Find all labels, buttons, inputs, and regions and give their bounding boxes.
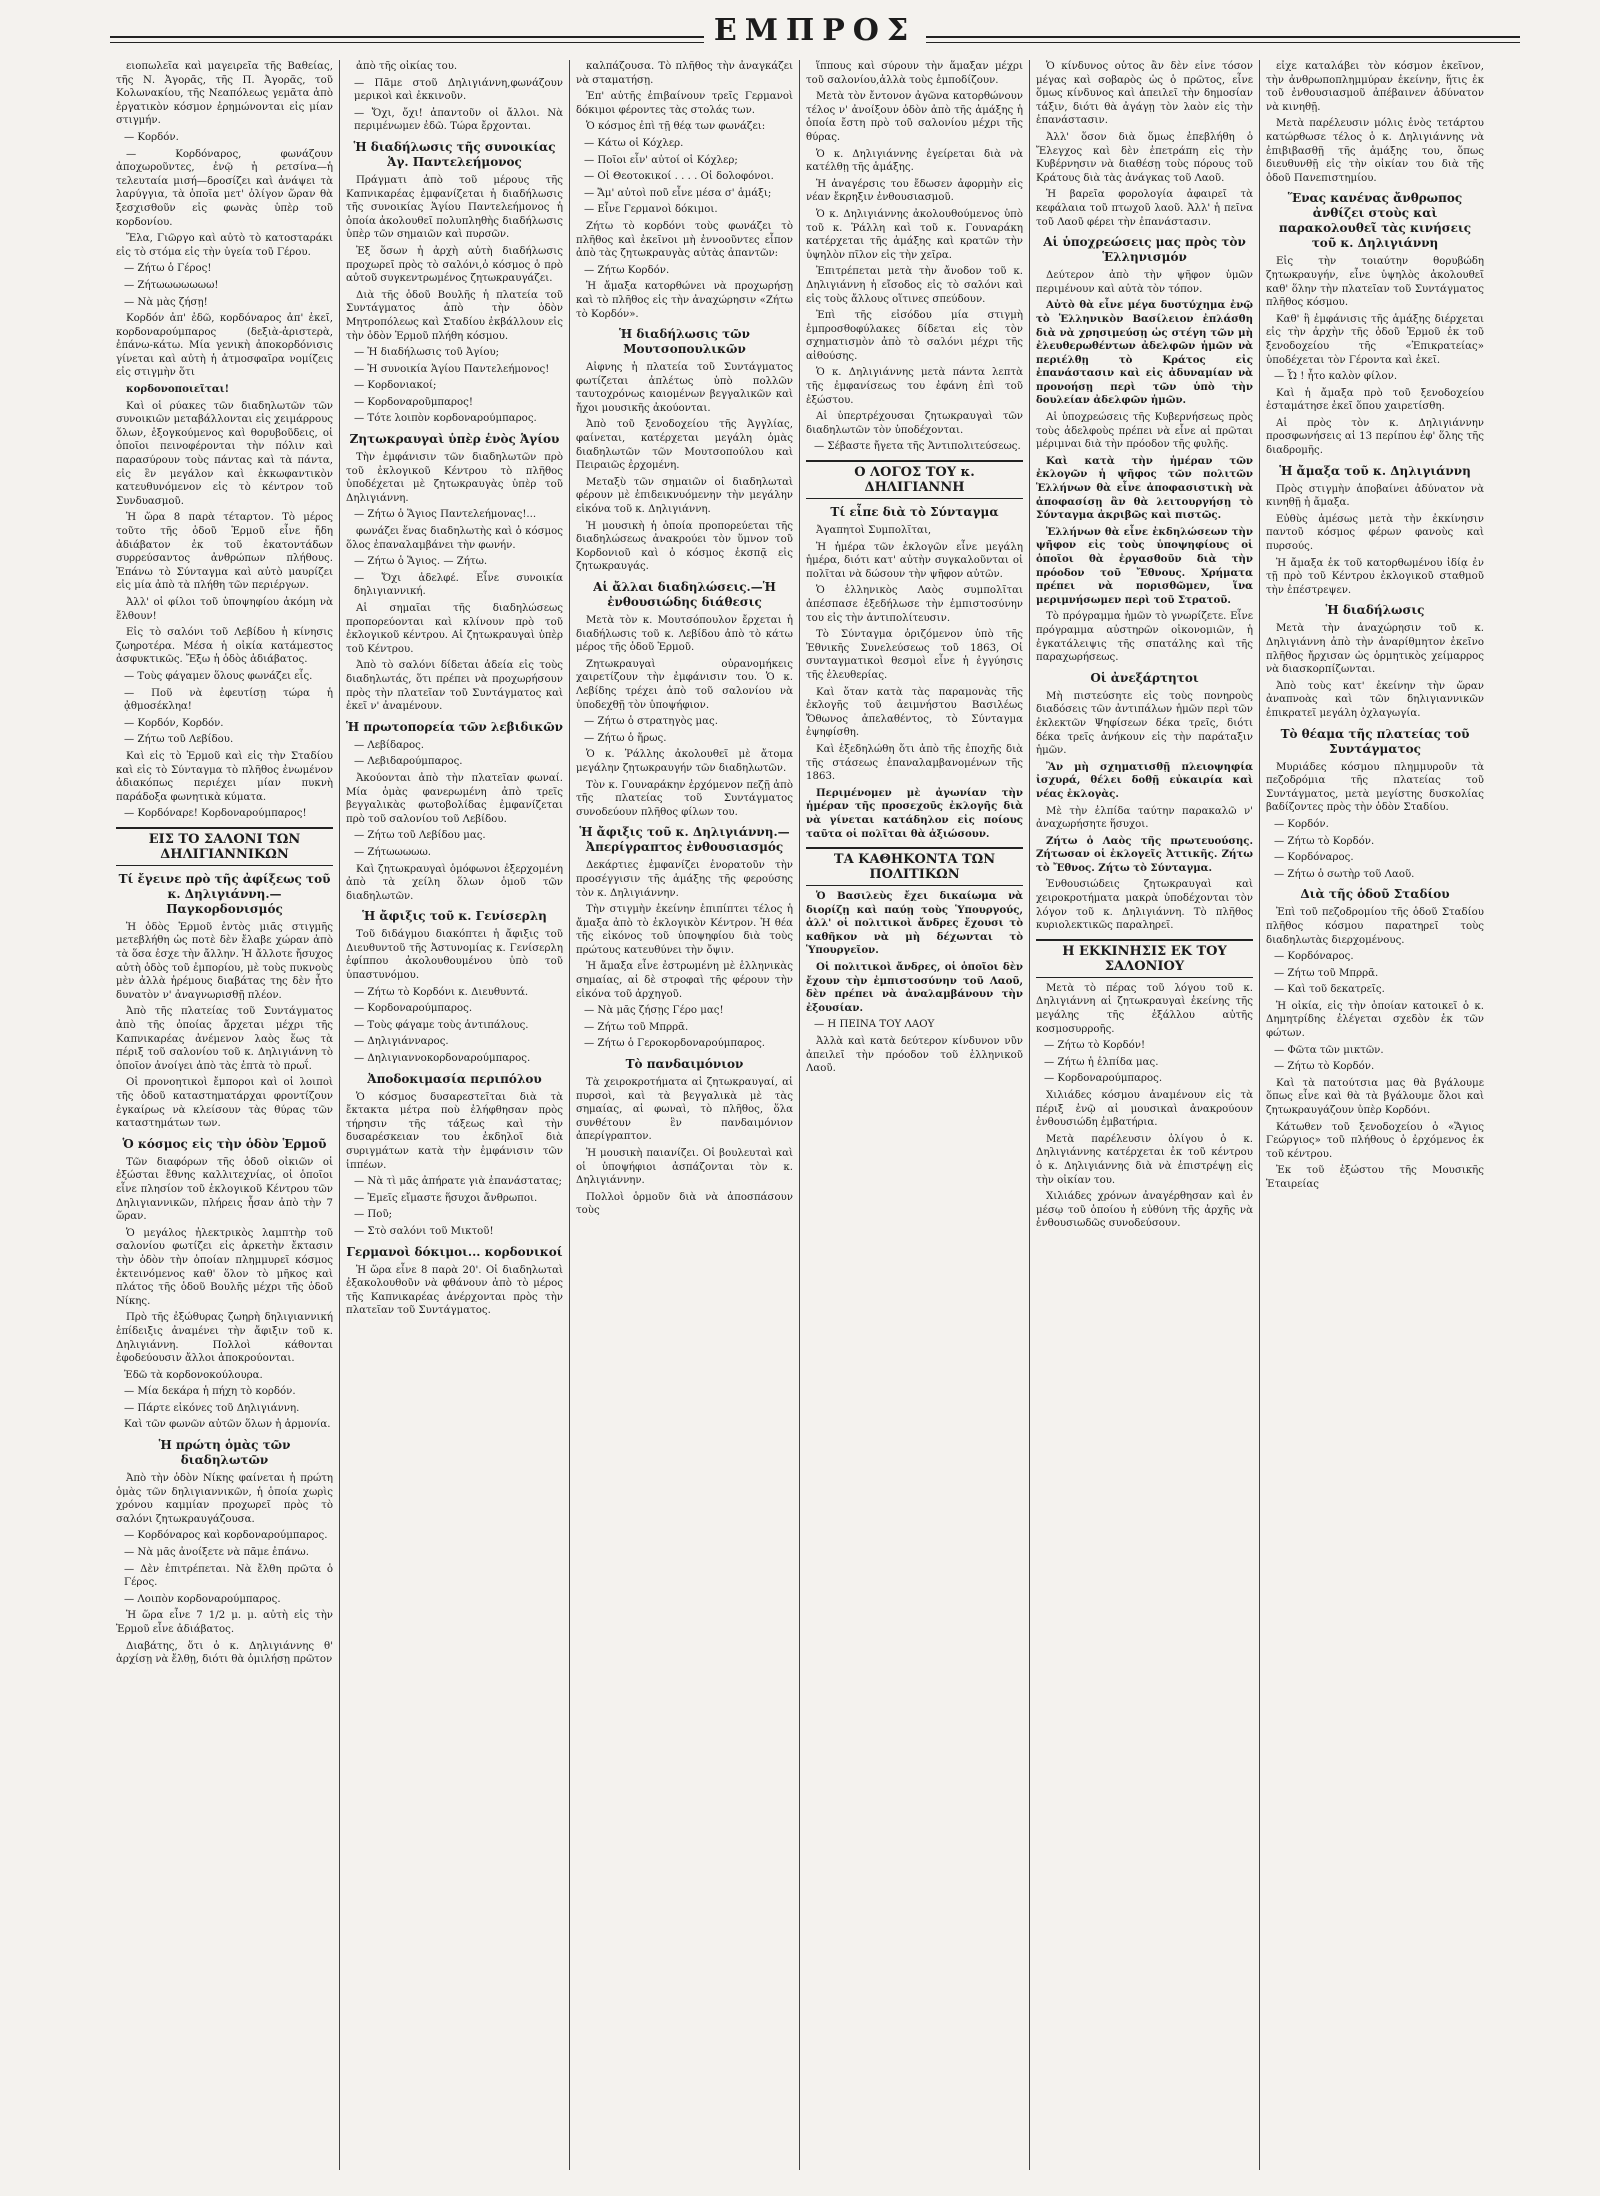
- quoted-shout: — Ζήτω ὁ Γέρος!: [124, 263, 212, 275]
- quoted-shout: — Ἡ διαδήλωσις τοῦ Ἀγίου;: [354, 347, 500, 359]
- section-heading: Η ΕΚΚΙΝΗΣΙΣ ΕΚ ΤΟΥ ΣΑΛΟΝΙΟΥ: [1036, 939, 1253, 978]
- quoted-shout: — Ζήτω ὁ Ἅγιος. — Ζήτω.: [354, 556, 488, 568]
- quoted-shout: — Ζήτω τοῦ Μπρρᾶ.: [1274, 967, 1379, 979]
- quoted-shout: — Κορδόν, Κορδόν.: [124, 717, 224, 729]
- paragraph: Ἡ βαρεῖα φορολογία ἀφαιρεῖ τὰ κεφάλαια τοῦ πτωχοῦ λαοῦ. Ἀλλ' ἡ πεῖνα τοῦ Λαοῦ φέρει τὴν ἐπανάστασιν.: [1036, 189, 1253, 228]
- quoted-shout: — Τότε λοιπὸν κορδοναρούμπαρος.: [354, 413, 537, 425]
- quoted-shout: — Ὦ ! ἦτο καλὸν φίλον.: [1274, 371, 1398, 383]
- quoted-shout: — Ζήτω ὁ σωτὴρ τοῦ Λαοῦ.: [1274, 868, 1415, 880]
- paragraph: Ἡ ἄμαξα ἐκ τοῦ κατορθωμένου ἰδίᾳ ἐν τῇ πρὸ τοῦ Κέντρου ἐκλογικοῦ σταθμοῦ τὴν ἐπέστρεψεν.: [1266, 557, 1484, 596]
- quoted-shout: — Ὄχι, ὄχι! ἀπαντοῦν οἱ ἄλλοι. Νὰ περιμένωμεν ἐδῶ. Τώρα ἔρχονται.: [354, 107, 563, 133]
- section-heading: Οἱ ἀνεξάρτητοι: [1090, 670, 1199, 685]
- emphasis-paragraph: Ὁ Βασιλεὺς ἔχει δικαίωμα νὰ διορίζῃ καὶ παύῃ τοὺς Ὑπουργούς, ἀλλ' οἱ πολιτικοὶ ἄνδρες ἔχουσι τὸ καθῆκον νὰ μὴ δέχωνται τὸ Ὑπουργεῖον.: [806, 890, 1023, 957]
- section-heading: ΤΑ ΚΑΘΗΚΟΝΤΑ ΤΩΝ ΠΟΛΙΤΙΚΩΝ: [806, 847, 1023, 886]
- quoted-shout: — Κάτω οἱ Κόχλερ.: [584, 137, 684, 149]
- paragraph: Ἀπὸ τῆς πλατείας τοῦ Συντάγματος ἀπὸ τῆς ὁποίας ἄρχεται μέχρι τῆς Καπνικαρέας ἀνέμενον λαὸς ἕως τὰ πέριξ τοῦ σαλονίου τοῦ κ. Δηλιγιάννη τὸ ὁποῖον ἀνοίγει ἀπὸ τὰς ἐπτὰ τὸ πρωΐ.: [116, 1006, 333, 1072]
- quoted-shout: — Κορδόναρος.: [1274, 852, 1354, 864]
- quoted-shout: — Νὰ μᾶς ἀνοίξετε νὰ πᾶμε ἐπάνω.: [124, 1547, 309, 1559]
- paragraph: Εὐθὺς ἀμέσως μετὰ τὴν ἐκκίνησιν παντοῦ κόσμος φέρων φανοὺς καὶ πυρσούς.: [1266, 513, 1484, 553]
- quoted-shout: Καὶ τῶν φωνῶν αὐτῶν ὅλων ἡ ἁρμονία.: [124, 1419, 331, 1431]
- paragraph: Τὴν ἐμφάνισιν τῶν διαδηλωτῶν πρὸ τοῦ ἐκλογικοῦ Κέντρου τὸ πλῆθος ὑποδέχεται μὲ ζητωκραυγὰς ὑπὲρ τοῦ Δηλιγιάννη.: [346, 452, 563, 504]
- paragraph: Ὁ ἑλληνικὸς Λαὸς συμπολῖται ἀπέσπασε ἐξεδήλωσε τὴν ἐμπιστοσύνην του εἰς τὴν ἀντιπολίτευσιν.: [806, 585, 1023, 624]
- paragraph: Ὁ κ. Δηλιγιάννης μετὰ πάντα λεπτὰ τῆς ἐμφανίσεως του ἐφάνη ἐπὶ τοῦ ἐξώστου.: [806, 367, 1023, 406]
- paragraph: Ζήτω τὸ κορδόνι τοὺς φωνάζει τὸ πλῆθος καὶ ἐκεῖνοι μὴ ἐννοοῦντες εἶπον ἀπὸ τὰς ζητωκραυγὰς αὐτὰς ἀπαντῶν:: [576, 220, 793, 260]
- paragraph: Πολλοὶ ὁρμοῦν διὰ νὰ ἀποσπάσουν τοὺς: [576, 1191, 793, 1217]
- quoted-shout: — Λοιπὸν κορδοναρούμπαρος.: [124, 1593, 281, 1605]
- paragraph: Ὁ κόσμος δυσαρεστεῖται διὰ τὰ ἔκτακτα μέτρα ποὺ ἐλήφθησαν πρὸς τήρησιν τῆς τάξεως καὶ τὴν δυσαρέσκειαν του ἐκδηλοῖ διὰ συριγμάτων κατὰ τὴν ἐμφάνισιν τῶν ἱππέων.: [346, 1091, 563, 1171]
- paragraph: ἀπὸ τῆς οἰκίας του.: [356, 61, 458, 72]
- paragraph: Ὁ μεγάλος ἠλεκτρικὸς λαμπτὴρ τοῦ σαλονίου φωτίζει εἰς ἀρκετὴν ἔκτασιν τὴν ὁδὸν τὴν ὁποίαν πλημμυρεῖ κόσμος ἐκτεινόμενος καθ' ὅλον τὸ μῆκος καὶ πλάτος τῆς ὁδοῦ Βουλῆς μέχρι τῆς ὁδοῦ Νίκης.: [116, 1227, 333, 1307]
- paragraph: Καὶ ζητωκραυγαὶ ὁμόφωνοι ἐξερχομένη ἀπὸ τὰ χείλη ὅλων ὁμοῦ τῶν διαδηλωτῶν.: [346, 863, 563, 902]
- paragraph: Αἰφνης ἡ πλατεία τοῦ Συντάγματος φωτίζεται ἀπλέτως ὑπὸ πολλῶν ταυτοχρόνως καιομένων βεγγαλικῶν καὶ ἤχοι μουσικῆς ἀκούονται.: [576, 362, 793, 414]
- emphasis-paragraph: Αὐτὸ θὰ εἶνε μέγα δυστύχημα ἐνῷ τὸ Ἑλληνικὸν Βασίλειον ἐπλάσθη διὰ νὰ χρησιμεύσῃ ὡς στέγη τῶν μὴ ἐλευθερωθέντων ἀδελφῶν ἡμῶν νὰ περιέλθῃ τὸ Κράτος εἰς ἐπανάστασιν καὶ εἰς ἀδυναμίαν νὰ προνοήσῃ περὶ τῶν ὑπὸ τὴν δουλείαν ἀδελφῶν ἡμῶν.: [1036, 299, 1253, 407]
- quoted-shout: — Ζήτω ὁ Ἅγιος Παντελεήμονας!...: [354, 509, 537, 521]
- paragraph: Ζητωκραυγαὶ οὐρανομήκεις χαιρετίζουν τὴν ἐμφάνισιν του. Ὁ κ. Λεβίδης τρέχει ἀπὸ τοῦ σαλονίου νὰ ὑποδεχθῇ τὸν ὑποψήφιον.: [576, 658, 793, 711]
- paragraph: Μὲ τὴν ἐλπίδα ταύτην παρακαλῶ ν' ἀναχωρήσητε ἥσυχοι.: [1036, 805, 1253, 831]
- quoted-shout: — Ζήτω τὸ Κορδόνι κ. Διευθυντά.: [354, 986, 529, 998]
- quoted-shout: — Τοὺς φάγαμε τοὺς ἀντιπάλους.: [354, 1019, 529, 1031]
- quoted-shout: — Κορδονιακοί;: [354, 380, 437, 392]
- section-heading: Ἡ πρώτη ὁμὰς τῶν διαδηλωτῶν: [158, 1438, 291, 1468]
- quoted-shout: — Κορδοναρούμπαρος.: [354, 1003, 473, 1015]
- quoted-shout: — Ζήτω τὸ Κορδόν.: [1274, 1061, 1375, 1073]
- paragraph: Ἡ ἡμέρα τῶν ἐκλογῶν εἶνε μεγάλη ἡμέρα, διότι κατ' αὐτὴν συγκαλοῦνται οἱ πολῖται νὰ δώσουν τὴν ψῆφον αὐτῶν.: [806, 541, 1023, 580]
- column-3: [570, 60, 800, 2170]
- quoted-shout: — Κορδόναρος.: [1274, 951, 1354, 963]
- paragraph: — Κορδόναρος, φωνάζουν ἀποχωροῦντες, ἐνῷ ἡ ρετσίνα—ἡ τελευταία μισή—δροσίζει καὶ ἀνάψει τὰ λαρύγγια, τὰ ὁποῖα μετ' ὀλίγον ὥραν θὰ ξεσχισθοῦν εἰς φωνὰς ὑπὲρ τοῦ κορδονίου.: [116, 148, 333, 228]
- section-heading: Ὁ κόσμος εἰς τὴν ὁδὸν Ἑρμοῦ: [122, 1136, 327, 1151]
- quoted-shout: — Σέβαστε ἤγετα τῆς Ἀντιπολιτεύσεως.: [814, 441, 1021, 453]
- paragraph: Τὴν στιγμὴν ἐκείνην ἐπιπίπτει τέλος ἡ ἄμαξα ἀπὸ τὸ ἐκλογικὸν Κέντρον. Ἡ θέα τῆς εἰκόνος τοῦ ὑποψηφίου διὰ τοὺς πρώτους κατευθύνει τὴν ὄψιν.: [576, 904, 793, 956]
- masthead: [110, 14, 1520, 48]
- paragraph: Ἀπὸ τὴν ὁδὸν Νίκης φαίνεται ἡ πρώτη ὁμὰς τῶν δηλιγιαννικῶν, ἡ ὁποία χωρὶς χρόνου καμμίαν προχωρεῖ πρὸς τὸ σαλόνι ζητωκραυγάζουσα.: [116, 1473, 333, 1525]
- section-heading: Γερμανοὶ δόκιμοι... κορδονικοί: [346, 1244, 563, 1259]
- emphasis-paragraph: Ἂν μὴ σχηματισθῇ πλειοψηφία ἰσχυρά, θέλει δοθῇ εὐκαιρία καὶ νέας ἐκλογὰς.: [1036, 760, 1253, 800]
- section-heading: ΕΙΣ ΤΟ ΣΑΛΟΝΙ ΤΩΝ ΔΗΛΙΓΙΑΝΝΙΚΩΝ: [116, 827, 333, 866]
- section-heading: Ἡ διαδήλωσις τῆς συνοικίας Ἁγ. Παντελεήμονος: [353, 139, 556, 169]
- quoted-shout: — Ζήτωωωωω.: [354, 846, 432, 858]
- quoted-shout: — Ποῦ;: [354, 1209, 393, 1221]
- paragraph: Αἱ ὑπερτρέχουσαι ζητωκραυγαὶ τῶν διαδηλωτῶν τὸν ὑποδέχονται.: [806, 411, 1023, 436]
- paragraph: Ἡ οἰκία, εἰς τὴν ὁποίαν κατοικεῖ ὁ κ. Δημητρίδης ἐλέγεται σχεδὸν ἐκ τῶν φώτων.: [1266, 1000, 1484, 1040]
- quoted-shout: — Πάρτε εἰκόνες τοῦ Δηλιγιάννη.: [124, 1402, 300, 1414]
- quoted-shout: — Ζήτω τοῦ Μπρρᾶ.: [584, 1021, 689, 1033]
- section-heading: Ἕνας κανένας ἄνθρωπος ἀνθίζει στοὺς καὶ παρακολουθεῖ τὰς κινήσεις τοῦ κ. Δηλιγιάννη: [1278, 191, 1472, 251]
- paragraph: Χιλιάδες χρόνων ἀναγέρθησαν καὶ ἐν μέσῳ τοῦ ὁποίου ἡ εὐθύνη τῆς ἀρχῆς νὰ ἐνθουσιωδῶς συνοδεύσουν.: [1036, 1191, 1253, 1230]
- paragraph: Ἐκ τοῦ ἐξώστου τῆς Μουσικῆς Ἑταιρείας: [1266, 1165, 1484, 1190]
- quoted-shout: — Νὰ μὰς ζήσῃ!: [124, 296, 208, 308]
- paragraph: Ὁ κόσμος ἐπὶ τῇ θέᾳ των φωνάζει:: [586, 121, 766, 133]
- paragraph: Ἀλλ' ὅσον διὰ ὅμως ἐπεβλήθη ὁ Ἔλεγχος καὶ δὲν ἐπετράπη εἰς τὴν Κυβέρνησιν νὰ διαθέσῃ τοὺς πόρους τοῦ Κράτους διὰ τὰς ἀνάγκας τοῦ Λαοῦ.: [1036, 131, 1253, 184]
- quoted-shout: — Ἄμ' αὐτοὶ ποῦ εἶνε μέσα σ' ἁμάξι;: [584, 187, 772, 199]
- quoted-shout: — Εἶνε Γερμανοὶ δόκιμοι.: [584, 204, 718, 216]
- paragraph: Ὁ κίνδυνος οὗτος ἂν δὲν εἶνε τόσον μέγας καὶ σοβαρὸς ὡς ὁ πρῶτος, εἶνε ὅμως κίνδυνος καὶ ἀπειλεῖ τὴν δημοσίαν τάξιν, διότι θὰ ἀγάγῃ τὸν λαὸν εἰς τὴν ἐπανάστασιν.: [1036, 61, 1253, 127]
- paragraph: Δεκάρτιες ἐμφανίζει ἐνορατοῦν τὴν προσέγγισιν τῆς ἁμάξης τῆς φερούσης τὸν κ. Δηλιγιάννην.: [576, 860, 793, 899]
- quoted-shout: — Ἐμεῖς εἴμαστε ἥσυχοι ἄνθρωποι.: [354, 1192, 538, 1204]
- paragraph: ειοπωλεῖα καὶ μαγειρεῖα τῆς Βαθείας, τῆς Ν. Ἀγορᾶς, τῆς Π. Ἀγορᾶς, τοῦ Κολωνακίου, τῆς Νεαπόλεως γεμᾶτα ἀπὸ ἐργατικὸν κόσμον ἐρημώνονται εἰς μίαν στιγμήν.: [116, 61, 333, 127]
- paragraph: Οἱ προνοητικοὶ ἔμποροι καὶ οἱ λοιποὶ τῆς ὁδοῦ καταστηματάρχαι φροντίζουν ἐγκαίρως νὰ κλείσουν τὰς θύρας τῶν καταστημάτων των.: [116, 1077, 333, 1130]
- quoted-shout: — Ζήτω ἡ ἐλπίδα μας.: [1044, 1056, 1159, 1068]
- paragraph: Ἀπὸ τοῦ ξενοδοχείου τῆς Ἀγγλίας, φαίνεται, κατέρχεται μεγάλη ὁμὰς διαδηλωτῶν τῶν Μουτσοπούλου καὶ Πειραιῶς ἐρχομένη.: [576, 419, 793, 472]
- section-heading: Ἡ ἄμαξα τοῦ κ. Δηλιγιάννη: [1279, 463, 1471, 478]
- paragraph: Ἀπὸ τὸ σαλόνι δίδεται ἀδεία εἰς τοὺς διαδηλωτάς, ὅτι πρέπει νὰ προχωρήσουν πρὸς τὴν πλατεῖαν τοῦ Συντάγματος καὶ ἐκεῖ ν' ἀναμένουν.: [346, 660, 563, 713]
- quoted-shout: — Ποῖοι εἶν' αὐτοί οἱ Κόχλερ;: [584, 154, 738, 166]
- paragraph: Ἀκούονται ἀπὸ τὴν πλατεῖαν φωναί. Μία ὁμὰς φανερωμένη ἀπὸ τρεῖς βεγγαλικὰς φωτοβολίδας ἐμφανίζεται πρὸ τοῦ σαλονίου τοῦ Λεβίδου.: [346, 772, 563, 825]
- column-1: [110, 60, 340, 2170]
- paragraph: Κάτωθεν τοῦ ξενοδοχείου ὁ «Ἅγιος Γεώργιος» τοῦ πλήθους ὁ ἐρχόμενος ἐκ τοῦ κέντρου.: [1266, 1121, 1484, 1160]
- column-2: [340, 60, 570, 2170]
- quoted-shout: — Ζήτω τοῦ Λεβίδου μας.: [354, 830, 486, 842]
- section-heading: Ἀποδοκιμασία περιπόλου: [367, 1071, 542, 1086]
- paragraph: Ἡ ὥρα εἶνε 8 παρὰ 20'. Οἱ διαδηλωταὶ ἐξακολουθοῦν νὰ φθάνουν ἀπὸ τὸ μέρος τῆς Καπνικαρέας ἀνέρχονται πρὸς τὴν πλατεῖαν τοῦ Συντάγματος.: [346, 1264, 563, 1317]
- paragraph: Ἀλλὰ καὶ κατὰ δεύτερον κίνδυνον νῦν ἀπειλεῖ τὴν πρόοδον τοῦ ἑλληνικοῦ Λαοῦ.: [806, 1036, 1023, 1075]
- paragraph: Τὸ Σύνταγμα ὁριζόμενον ὑπὸ τῆς Ἐθνικῆς Συνελεύσεως τοῦ 1863, Οἱ συνταγματικοὶ θεσμοὶ εἶνε ἡ ἐγγύησις τῆς ἐλευθερίας.: [806, 629, 1023, 681]
- section-heading: Ἡ διαδήλωσις: [1325, 603, 1425, 618]
- section-heading: Τί ἔγεινε πρὸ τῆς ἀφίξεως τοῦ κ. Δηλιγιάννη.—Παγκορδονισμός: [118, 871, 331, 916]
- paragraph: Ἡ ὥρα εἶνε 7 1/2 μ. μ. αὐτὴ εἰς τὴν Ἑρμοῦ εἶνε ἀδιάβατος.: [116, 1610, 333, 1635]
- quoted-shout: — Νὰ τὶ μᾶς ἀπήρατε γιὰ ἐπανάστατας;: [354, 1176, 562, 1188]
- quoted-shout: — Ζήτω ὁ στρατηγὸς μας.: [584, 716, 718, 728]
- paragraph: Καὶ ἡ ἄμαξα πρὸ τοῦ ξενοδοχείου ἐσταμάτησε ἐκεῖ ὅπου χαιρετίσθη.: [1266, 387, 1484, 413]
- paragraph: Τὰ χειροκροτήματα αἱ ζητωκραυγαί, αἱ πυρσοὶ, καὶ τὰ βεγγαλικὰ μὲ τὰς σημαίας, αἱ φωναὶ, τὸ πλῆθος, ὅλα συνθέτουν ἓν πανδαιμόνιον ἀπερίγραπτον.: [576, 1077, 793, 1143]
- paragraph: Ὁ κ. Δηλιγιάννης ἐγείρεται διὰ νὰ κατέλθῃ τῆς ἁμάξης.: [806, 148, 1023, 174]
- quoted-shout: Ἐδῶ τὰ κορδονοκούλουρα.: [124, 1369, 263, 1381]
- paragraph: Καὶ ἐξεδηλώθη ὅτι ἀπὸ τῆς ἐποχῆς διὰ τῆς στάσεως ἐπαναλαμβανομένων τῆς 1863.: [806, 743, 1023, 783]
- quoted-shout: — Οἱ Θεοτοκικοί . . . . Οἱ δολοφόνοι.: [584, 171, 774, 183]
- paragraph: Ἀλλ' οἱ φίλοι τοῦ ὑποψηφίου ἀκόμη νὰ ἔλθουν!: [116, 596, 333, 622]
- section-heading: Ο ΛΟΓΟΣ ΤΟΥ κ. ΔΗΛΙΓΙΑΝΝΗ: [806, 460, 1023, 499]
- paragraph: Μετὰ τὴν ἀναχώρησιν τοῦ κ. Δηλιγιάννη ἀπὸ τὴν ἀναρίθμητον ἐκεῖνο πλῆθος ἤρχισαν ὡς ὁρμητικὸς χείμαρρος νὰ διασκορπίζωνται.: [1266, 623, 1484, 676]
- paragraph: Μετὰ τὸν κ. Μουτσόπουλον ἔρχεται ἡ διαδήλωσις τοῦ κ. Λεβίδου ἀπὸ τὸ κάτω μέρος τῆς ὁδοῦ Ἑρμοῦ.: [576, 615, 793, 654]
- quoted-shout: — Δὲν ἐπιτρέπεται. Νὰ ἔλθη πρῶτα ὁ Γέρος.: [124, 1563, 333, 1589]
- paragraph: Κορδόν ἀπ' ἐδῶ, κορδόναρος ἀπ' ἐκεῖ, κορδοναρούμπαρος (δεξιὰ-ἀριστερὰ, ἐπάνω-κάτω. Μία γενικὴ ἀποκορδόνισις γίνεται καὶ αὐτὴ ἡ ἀτμοσφαῖρα νομίζεις εἰς στιγμὴν ὅτι: [116, 313, 333, 379]
- emphasis-paragraph: κορδονοποιεῖται!: [126, 383, 230, 396]
- paragraph: Μὴ πιστεύσητε εἰς τοὺς πονηροὺς διαδόσεις τῶν ἀντιπάλων ἡμῶν περὶ τῶν ἐκλεκτῶν Ψηφίσεων δέκα τρεῖς, διότι δέκα τρεῖς ἀνήκουν εἰς τὴν παράταξιν ἡμῶν.: [1036, 690, 1253, 757]
- paragraph: Ὁ κ. Δηλιγιάννης ἀκολουθούμενος ὑπὸ τοῦ κ. Ῥάλλη καὶ τοῦ κ. Γουναράκη κατέρχεται τῆς ἁμάξης καὶ κρατῶν τὴν ὑψηλὸν πῖλον εἰς τὴν χεῖρα.: [806, 208, 1023, 261]
- paragraph: Καθ' ἢ ἐμφάνισις τῆς ἁμάξης διέρχεται εἰς τὴν ἀρχὴν τῆς ὁδοῦ Ἑρμοῦ ἐκ τοῦ ξενοδοχείου τῆς «Ἐπικρατείας» ὑποδέχεται τὸν Γέροντα καὶ ἐκεῖ.: [1266, 313, 1484, 366]
- paragraph: Ἐπὶ τῆς εἰσόδου μία στιγμὴ ἐμπροσθοφύλακες δίδεται εἰς τὸν σχηματισμὸν ἀπὸ τὸ σαλόνι μέχρι τῆς αἰθούσης.: [806, 310, 1023, 362]
- quoted-shout: — Κορδόναρε! Κορδοναρούμπαρος!: [124, 808, 307, 820]
- paragraph: Μυριάδες κόσμου πλημμυροῦν τὰ πεζοδρόμια τῆς πλατείας τοῦ Συντάγματος, μετὰ μεγίστης δυσκολίας βαδίζοντες πρὸς τὴν ὁδὸν Σταδίου.: [1266, 761, 1484, 814]
- quoted-shout: — Λεβίδαρος.: [354, 739, 425, 751]
- column-5: [1030, 60, 1260, 2170]
- quoted-shout: — Κορδόν.: [1274, 818, 1329, 830]
- section-heading: Τί εἶπε διὰ τὸ Σύνταγμα: [830, 505, 999, 520]
- paragraph: Ἡ μουσικὴ ἡ ὁποία προπορεύεται τῆς διαδηλώσεως ἀνακρούει τὸν ὕμνον τοῦ Κορδονιοῦ καὶ ὁ κόσμος ἐκσπᾷ εἰς ζητωκραυγάς.: [576, 520, 793, 573]
- quoted-shout: — Κορδόναρος καὶ κορδοναρούμπαρος.: [124, 1530, 328, 1542]
- paragraph: Ἡ ἄμαξα εἶνε ἐστρωμένη μὲ ἑλληνικὰς σημαίας, αἱ δὲ στροφαὶ τῆς φέρουν τὴν εἰκόνα τοῦ ἀρχηγοῦ.: [576, 961, 793, 1000]
- paragraph: Ἡ ἄμαξα κατορθώνει νὰ προχωρήσῃ καὶ τὸ πλῆθος εἰς τὴν ἀναχώρησιν «Ζήτω τὸ Κορδόν».: [576, 281, 793, 320]
- section-heading: Ἡ ἄφιξις τοῦ κ. Δηλιγιάννη.—Ἀπερίγραπτος ἐνθουσιασμός: [579, 825, 790, 855]
- quoted-shout: — Κορδοναροῦμπαρος!: [354, 396, 473, 408]
- paragraph: φωνάζει ἕνας διαδηλωτὴς καὶ ὁ κόσμος ὅλος ἐπαναλαμβάνει τὴν φωνήν.: [346, 526, 563, 551]
- quoted-shout: — Ποῦ νὰ ἐφευτίσῃ τώρα ἡ ᾀθμοσέκληα!: [124, 687, 333, 713]
- section-heading: Τὸ πανδαιμόνιον: [625, 1057, 744, 1072]
- newspaper-title: ΕΜΠΡΟΣ: [110, 14, 1520, 48]
- quoted-shout: — Δηλιγιάνναρος.: [354, 1036, 449, 1048]
- paragraph: Καὶ ὅταν κατὰ τὰς παραμονὰς τῆς ἐκλογῆς τοῦ ἀειμνήστου Βασιλέως Ὄθωνος ἀπελαθέντος, τὸ Σύνταγμα ἐψηφίσθη.: [806, 686, 1023, 739]
- paragraph: Ἡ ὥρα 8 παρὰ τέταρτον. Τὸ μέρος τοῦτο τῆς ὁδοῦ Ἑρμοῦ εἶνε ἤδη ἀδιάβατον ἐκ τοῦ ἐκατοντάδων συρρεύσαντος ἀνθρώπων πλήθους. Ἐπάνω τὸ Σύνταγμα καὶ αὐτὸ μαυρίζει εἰς μία ἀπὸ τὰ πλήθη τῶν περιέργων.: [116, 512, 333, 592]
- section-heading: Τὸ θέαμα τῆς πλατείας τοῦ Συντάγματος: [1280, 726, 1470, 756]
- paragraph: Τὸν κ. Γουναράκην ἐρχόμενον πεζῇ ἀπὸ τῆς πλατείας τοῦ Συντάγματος συνοδεύουν πλῆθος φίλων του.: [576, 779, 793, 818]
- paragraph: Ἐπὶ τοῦ πεζοδρομίου τῆς ὁδοῦ Σταδίου πλῆθος κόσμου παρατηρεῖ τοὺς διαδηλωτὰς διερχομένους.: [1266, 907, 1484, 946]
- paragraph: εἶχε καταλάβει τὸν κόσμον ἐκεῖνον, τὴν ἀνθρωποπλημμύραν ἐκείνην, ἥτις ἐκ τοῦ ἐνθουσιασμοῦ ἀπέβαινεν ἀδύνατον νὰ κινηθῇ.: [1266, 61, 1484, 113]
- paragraph: Μετὰ τὸ πέρας τοῦ λόγου τοῦ κ. Δηλιγιάννη αἱ ζητωκραυγαὶ ἐκείνης τῆς μεγάλης τῆς ἐξάλλου αὐτῆς κοσμοσυρροῆς.: [1036, 982, 1253, 1035]
- paragraph: Ἡ μουσικὴ παιανίζει. Οἱ βουλευταὶ καὶ οἱ ὑποψήφιοι ἀσπάζονται τὸν κ. Δηλιγιάννην.: [576, 1148, 793, 1187]
- paragraph: καλπάζουσα. Τὸ πλῆθος τὴν ἀναγκάζει νὰ σταματήσῃ.: [576, 61, 793, 86]
- quoted-shout: — Στὸ σαλόνι τοῦ Μικτοῦ!: [354, 1225, 494, 1237]
- paragraph: Ἡ ἀναγέρσις του ἔδωσεν ἀφορμὴν εἰς νέαν ἔκρηξιν ἐνθουσιασμοῦ.: [806, 178, 1023, 204]
- paragraph: Διαβάτης, ὅτι ὁ κ. Δηλιγιάννης θ' ἀρχίσῃ νὰ ἔλθῃ, διότι θὰ ὁμιλήσῃ πρῶτον: [116, 1640, 333, 1666]
- section-heading: Αἱ ἄλλαι διαδηλώσεις.—Ἡ ἐνθουσιώδης διάθεσις: [593, 580, 776, 609]
- emphasis-paragraph: Ἑλλήνων θὰ εἶνε ἐκδηλώσεων τὴν ψῆφον εἰς τοὺς ὑποψηφίους οἱ ὁποῖοι θὰ ἐργασθοῦν διὰ τὴν πρόοδον τοῦ Ἔθνους. Χρήματα πρέπει νὰ πορισθῶμεν, ἵνα μεριμνήσωμεν περὶ τοῦ Στρατοῦ.: [1036, 525, 1253, 606]
- paragraph: Μετὰ παρέλευσιν ὀλίγου ὁ κ. Δηλιγιάννης κατέρχεται ἐκ τοῦ κέντρου ὁ κ. Δηλιγιάννης διὰ νὰ ἐπιστρέψῃ εἰς τὴν οἰκίαν του.: [1036, 1133, 1253, 1186]
- quoted-shout: — Ὄχι ἀδελφέ. Εἶνε συνοικία δηλιγιαννική.: [354, 572, 563, 598]
- paragraph: Ἡ ὁδὸς Ἑρμοῦ ἐντὸς μιᾶς στιγμῆς μετεβλήθη ὡς ποτὲ δὲν ἔλαβε χώραν ἀπὸ τὰ ὅσα ἐσχε τὴν ἄλλην. Ἡ ἄλλοτε ἤσυχος αὐτὴ ὁδὸς τοῦ ἐμπορίου, μὲ τοὺς πυκνοὺς μὲν ἀλλὰ ἠρέμους διαβάτας της δὲν ἦτο δυνατὸν ν' ἀναγνωρισθῇ πλέον.: [116, 921, 333, 1001]
- paragraph: Ἀγαπητοὶ Συμπολῖται,: [816, 525, 932, 537]
- quoted-shout: — Κορδόν.: [124, 131, 179, 143]
- column-4: [800, 60, 1030, 2170]
- paragraph: Αἱ πρὸς τὸν κ. Δηλιγιάννην προσφωνήσεις αἱ 13 περίπου ἐφ' ὅλης τῆς διαδρομῆς.: [1266, 417, 1484, 457]
- quoted-shout: — Ζήτω Κορδόν.: [584, 264, 670, 276]
- quoted-shout: — Ζήτωωωωωωω!: [124, 279, 219, 291]
- paragraph: Εἰς τὸ σαλόνι τοῦ Λεβίδου ἡ κίνησις ζωηροτέρα. Μέσα ἡ οἰκία κατάμεστος ἀσφυκτικῶς. Ἔξω ἡ ὁδὸς ἀδιάβατος.: [116, 627, 333, 666]
- paragraph: Διὰ τῆς ὁδοῦ Βουλῆς ἡ πλατεία τοῦ Συντάγματος ἀπὸ τὴν ὁδὸν Μητροπόλεως καὶ Σταδίου ἐκβάλλουν εἰς τὴν ὁδὸν Ἑρμοῦ πλήθη κόσμου.: [346, 289, 563, 342]
- quoted-shout: — Ἡ συνοικία Ἁγίου Παντελεήμονος!: [354, 363, 550, 375]
- paragraph: Τοῦ διδάγμου διακόπτει ἡ ἄφιξις τοῦ Διευθυντοῦ τῆς Ἀστυνομίας κ. Γενίσερλη ἐφίππου ἀκολουθουμένου ὑπὸ τοῦ ὑπαστυνόμου.: [346, 929, 563, 982]
- paragraph: Ἀπὸ τοὺς κατ' ἐκείνην τὴν ὥραν ἀναπνοὰς καὶ τῶν δηλιγιαννικῶν ἐπικρατεῖ μεγάλη ὀχλαγωγία.: [1266, 680, 1484, 719]
- quoted-shout: — Τοὺς φάγαμεν ὅλους φωνάζει εἷς.: [124, 670, 313, 682]
- paragraph: ἵππους καὶ σύρουν τὴν ἅμαξαν μέχρι τοῦ σαλονίου,ἀλλὰ τοὺς ἐμποδίζουν.: [806, 61, 1023, 86]
- quoted-shout: — Ζήτω τὸ Κορδόν!: [1044, 1040, 1146, 1052]
- section-heading: Ἡ ἄφιξις τοῦ κ. Γενίσερλη: [362, 909, 547, 924]
- emphasis-paragraph: Ζήτω ὁ Λαὸς τῆς πρωτευούσης. Ζήτωσαν οἱ ἐκλογεῖς Ἀττικῆς. Ζήτω τὸ Ἔθνος. Ζήτω τὸ Σύνταγμα.: [1036, 834, 1253, 874]
- section-heading: Ἡ διαδήλωσις τῶν Μουτσοπουλικῶν: [619, 327, 750, 357]
- paragraph: Καὶ τὰ πατούτσια μας θὰ βγάλουμε ὅπως εἶνε καὶ θὰ τὰ βγάλουμε ὅλοι καὶ ζητωκραυγάζουν ὑπὲρ Κορδόνι.: [1266, 1077, 1484, 1117]
- paragraph: Πρὸ τῆς ἐξώθυρας ζωηρὴ δηλιγιαννική ἐπίδειξις ἀναμένει τὴν ἄφιξιν τοῦ κ. Δηλιγιάννη. Πολλοὶ κάθονται ἐφοδεύουσιν ἄλλοι ἀποκρούονται.: [116, 1312, 333, 1365]
- paragraph: Αἱ ὑποχρεώσεις τῆς Κυβερνήσεως πρὸς τοὺς ἀδελφοὺς πρέπει νὰ εἶνε αἱ πρῶται μέριμναι διὰ τὴν πρόοδον τῆς φυλῆς.: [1036, 412, 1253, 451]
- quoted-shout: — Κορδοναρούμπαρος.: [1044, 1073, 1163, 1085]
- paragraph: Μετὰ παρέλευσιν μόλις ἑνὸς τετάρτου κατώρθωσε τέλος ὁ κ. Δηλιγιάννης νὰ ἐπιβιβασθῇ τῆς ἁμάξης του, ὅπως διευθυνθῇ εἰς τὴν οἰκίαν του διὰ τῆς ὁδοῦ Πανεπιστημίου.: [1266, 118, 1484, 184]
- quoted-shout: — Καὶ τοῦ δεκατρεῖς.: [1274, 984, 1385, 996]
- column-6: [1260, 60, 1490, 2170]
- emphasis-paragraph: Καὶ κατὰ τὴν ἡμέραν τῶν ἐκλογῶν ἡ ψῆφος τῶν πολιτῶν Ἑλλήνων θὰ εἶνε ἀποφασιστικὴ νὰ ἀποφασίσῃ ἂν θὰ λειτουργήσῃ τὸ Σύνταγμα ἀκριβῶς καὶ πιστῶς.: [1036, 454, 1253, 522]
- emphasis-paragraph: Οἱ πολιτικοὶ ἄνδρες, οἱ ὁποῖοι δὲν ἔχουν τὴν ἐμπιστοσύνην τοῦ Λαοῦ, δὲν πρέπει νὰ ἀναλαμβάνουν τὴν ἐξουσίαν.: [806, 961, 1023, 1014]
- quoted-shout: — Πᾶμε στοῦ Δηλιγιάννη,φωνάζουν μερικοὶ καὶ ἐκκινοῦν.: [354, 77, 563, 103]
- paragraph: Τῶν διαφόρων τῆς ὁδοῦ οἰκιῶν οἱ ἐξώσται ἔθνης καλλιτεχνίας, οἱ ὁποῖοι εἶνε πλησίον τοῦ ἐκλογικοῦ Κέντρου τῶν Δηλιγιαννικῶν, πλήρεις ἦσαν ἀπὸ τὴν 7 ὥραν.: [116, 1156, 333, 1223]
- paragraph: Τὸ πρόγραμμα ἡμῶν τὸ γνωρίζετε. Εἶνε πρόγραμμα αὐστηρῶν οἰκονομιῶν, ἡ ἐγκατάλειψις τῆς σπατάλης καὶ τῆς παραχωρήσεως.: [1036, 611, 1253, 664]
- quoted-shout: — Ζήτω ὁ ἥρως.: [584, 732, 667, 744]
- paragraph: Μεταξὺ τῶν σημαιῶν οἱ διαδηλωταὶ φέρουν μὲ ἐπιδεικνυόμενην τὴν μεγάλην εἰκόνα τοῦ κ. Δηλιγιάννη.: [576, 476, 793, 516]
- paragraph: Ἐξ ὅσων ἡ ἀρχὴ αὐτὴ διαδήλωσις προχωρεῖ πρὸς τὸ σαλόνι,ὁ κόσμος ὁ πρὸ αὐτοῦ συγκεντρωμένος ζητωκραυγάζει.: [346, 245, 563, 285]
- quoted-shout: — Ζήτω ὁ Γεροκορδοναρούμπαρος.: [584, 1038, 766, 1050]
- section-heading: Ἡ πρωτοπορεία τῶν λεβιδικῶν: [346, 719, 563, 734]
- paragraph: Μετὰ τὸν ἔντονον ἀγῶνα κατορθώνουν τέλος ν' ἀνοίξουν ὁδὸν ἀπὸ τῆς ἁμάξης ἡ ὁποία ἔστη πρὸ τοῦ σαλονίου μέχρι τῆς θύρας.: [806, 91, 1023, 143]
- paragraph: Ἐπ' αὐτῆς ἐπιβαίνουν τρεῖς Γερμανοὶ δόκιμοι φέροντες τὰς στολάς των.: [576, 91, 793, 116]
- emphasis-paragraph: Περιμένομεν μὲ ἀγωνίαν τὴν ἡμέραν τῆς προσεχοῦς ἐκλογῆς διὰ νὰ γίνεται κατάδηλον εἰς ποίους ταῦτα οἱ πολῖται θὰ ἀξιώσουν.: [806, 786, 1023, 840]
- quoted-shout: — Μία δεκάρα ἡ πήχη τὸ κορδόν.: [124, 1386, 296, 1398]
- paragraph: Αἱ σημαῖαι τῆς διαδηλώσεως προπορεύονται καὶ κλίνουν πρὸ τοῦ ἐκλογικοῦ κέντρου. Αἱ ζητωκραυγαὶ ὑπὲρ τοῦ Κέντρου.: [346, 603, 563, 655]
- article-columns: [110, 60, 1538, 2170]
- paragraph: Καὶ οἱ ρύακες τῶν διαδηλωτῶν τῶν συνοικιῶν μεταβάλλονται εἰς χειμάρρους ὅλων, ἑξογκούμενος καὶ θορυβοῦδεις, οἱ ὁποῖοι πεινοφέρονται τὴν πόλιν καὶ παρασύρουν τοὺς πάντας καὶ τὰ πάντα, εἰς ἓν μεγάλον καὶ ἐκκωφαντικὸν κατευθυνόμενον εἰς τὸ κέντρον τοῦ Συνδυασμοῦ.: [116, 400, 333, 507]
- quoted-shout: — Ζήτω τὸ Κορδόν.: [1274, 835, 1375, 847]
- quoted-shout: — Ζήτω τοῦ Λεβίδου.: [124, 734, 234, 746]
- section-heading: Διὰ τῆς ὁδοῦ Σταδίου: [1300, 887, 1450, 902]
- quoted-shout: — Φῶτα τῶν μικτῶν.: [1274, 1044, 1384, 1056]
- quoted-shout: — Λεβιδαρούμπαρος.: [354, 756, 463, 768]
- section-heading: Ζητωκραυγαὶ ὑπὲρ ἑνὸς Ἁγίου: [349, 432, 560, 447]
- paragraph: Πρὸς στιγμὴν ἀποβαίνει ἀδύνατον νὰ κινηθῇ ἡ ἄμαξα.: [1266, 483, 1484, 509]
- paragraph: Ἐνθουσιώδεις ζητωκραυγαὶ καὶ χειροκροτήματα μακρὰ ὑποδέχονται τὸν λόγον τοῦ κ. Δηλιγιάννη. Τὸ πλῆθος κυριολεκτικῶς παραληρεῖ.: [1036, 879, 1253, 932]
- section-heading: Αἱ ὑποχρεώσεις μας πρὸς τὸν Ἑλληνισμόν: [1043, 235, 1246, 265]
- paragraph: Ἐπιτρέπεται μετὰ τὴν ἄνοδον τοῦ κ. Δηλιγιάννη ἡ εἴσοδος εἰς τὸ σαλόνι καὶ εἰς τοὺς ἄλλους οἵτινες σπεύδουν.: [806, 266, 1023, 305]
- quoted-shout: — Η ΠΕΙΝΑ ΤΟΥ ΛΑΟΥ: [814, 1019, 935, 1031]
- paragraph: Καὶ εἰς τὸ Ἑρμοῦ καὶ εἰς τὴν Σταδίου καὶ εἰς τὸ Σύνταγμα τὸ πλῆθος ἐνωμένον ἀδιακόπως περιέχει μίαν πυκνὴ παράδοξα φωνητικὰ κύματα.: [116, 750, 333, 803]
- paragraph: Χιλιάδες κόσμου ἀναμένουν εἰς τὰ πέριξ ἐνῷ αἱ μουσικαὶ ἀνακρούουν ἐνθουσιώδη ἐμβατήρια.: [1036, 1090, 1253, 1129]
- quoted-shout: — Δηλιγιαννοκορδοναρούμπαρος.: [354, 1053, 531, 1065]
- quoted-shout: — Νὰ μᾶς ζήσῃς Γέρο μας!: [584, 1005, 724, 1017]
- paragraph: Δεύτερον ἀπὸ τὴν ψῆφον ὑμῶν περιμένουν καὶ αὐτὰ τὸν τόπον.: [1036, 270, 1253, 295]
- paragraph: Πράγματι ἀπὸ τοῦ μέρους τῆς Καπνικαρέας ἐμφανίζεται ἡ διαδήλωσις τῆς συνοικίας Ἁγίου Παντελεήμονος ἡ ὁποία ἀκολουθεῖ πολυπληθὴς διαδήλωσις ὑπὲρ τῶν σημαιῶν καὶ πυρσῶν.: [346, 174, 563, 241]
- paragraph: Ἔλα, Γιῶργο καὶ αὐτὸ τὸ κατοσταράκι εἰς τὸ στόμα εἰς τὴν ὑγεία τοῦ Γέρου.: [116, 233, 333, 258]
- paragraph: Εἰς τὴν τοιαύτην θορυβώδη ζητωκραυγήν, εἶνε ὑψηλὸς ἀκολουθεῖ καθ' ὅλην τὴν πλατεῖαν τοῦ Συντάγματος πλῆθος κόσμου.: [1266, 256, 1484, 309]
- paragraph: Ὁ κ. Ῥάλλης ἀκολουθεῖ μὲ ἄτομα μεγάλην ζητωκραυγήν τῶν διαδηλωτῶν.: [576, 749, 793, 774]
